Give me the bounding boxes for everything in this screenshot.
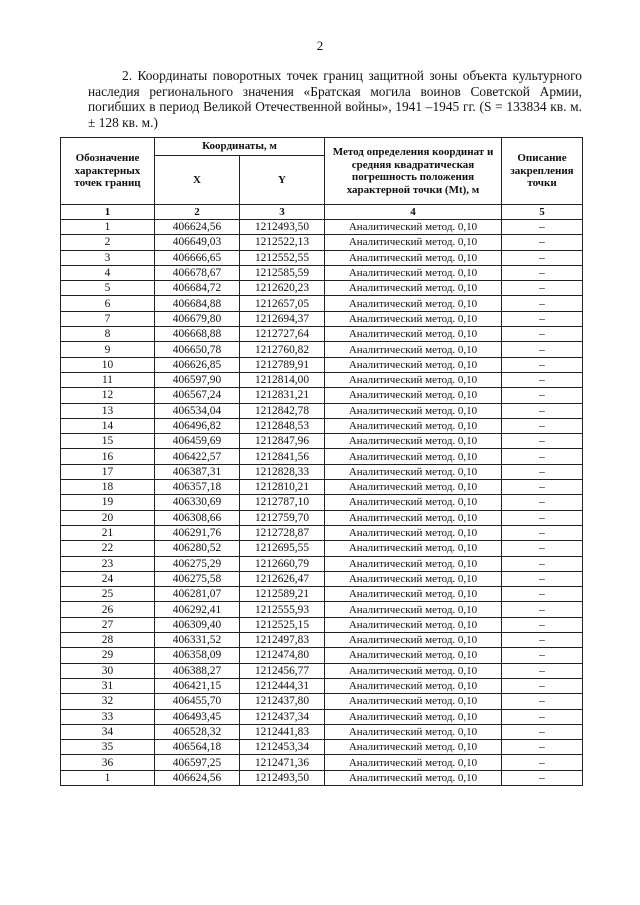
table-row — [61, 770, 583, 785]
table-row — [61, 403, 583, 418]
table-row — [61, 740, 583, 755]
method: Аналитический метод. 0,10 — [325, 663, 502, 678]
column-number: 2 — [155, 205, 240, 220]
description: – — [502, 709, 583, 724]
column-number: 1 — [61, 205, 155, 220]
header-description: Описание закрепления точки — [502, 138, 583, 205]
table-row — [61, 633, 583, 648]
point-designation: 9 — [61, 342, 155, 357]
point-designation: 15 — [61, 434, 155, 449]
point-designation: 28 — [61, 633, 155, 648]
method: Аналитический метод. 0,10 — [325, 296, 502, 311]
point-designation: 4 — [61, 265, 155, 280]
table-row — [61, 250, 583, 265]
table-row — [61, 678, 583, 693]
coord-x: 406358,09 — [155, 648, 240, 663]
method: Аналитический метод. 0,10 — [325, 281, 502, 296]
method: Аналитический метод. 0,10 — [325, 556, 502, 571]
coord-y: 1212620,23 — [240, 281, 325, 296]
method: Аналитический метод. 0,10 — [325, 678, 502, 693]
coord-x: 406421,15 — [155, 678, 240, 693]
coord-x: 406496,82 — [155, 418, 240, 433]
table-row — [61, 724, 583, 739]
description: – — [502, 265, 583, 280]
table-row — [61, 755, 583, 770]
description: – — [502, 449, 583, 464]
point-designation: 20 — [61, 510, 155, 525]
method: Аналитический метод. 0,10 — [325, 388, 502, 403]
coord-y: 1212585,59 — [240, 265, 325, 280]
coord-y: 1212831,21 — [240, 388, 325, 403]
coordinates-table — [60, 137, 583, 786]
description: – — [502, 311, 583, 326]
description: – — [502, 678, 583, 693]
point-designation: 34 — [61, 724, 155, 739]
coord-x: 406626,85 — [155, 357, 240, 372]
description: – — [502, 541, 583, 556]
description: – — [502, 571, 583, 586]
coord-y: 1212552,55 — [240, 250, 325, 265]
table-row — [61, 510, 583, 525]
table-row — [61, 541, 583, 556]
coord-y: 1212695,55 — [240, 541, 325, 556]
description: – — [502, 357, 583, 372]
coord-x: 406564,18 — [155, 740, 240, 755]
description: – — [502, 327, 583, 342]
method: Аналитический метод. 0,10 — [325, 633, 502, 648]
coord-x: 406597,25 — [155, 755, 240, 770]
method: Аналитический метод. 0,10 — [325, 770, 502, 785]
coord-x: 406649,03 — [155, 235, 240, 250]
method: Аналитический метод. 0,10 — [325, 709, 502, 724]
coord-y: 1212471,36 — [240, 755, 325, 770]
column-number: 3 — [240, 205, 325, 220]
description: – — [502, 464, 583, 479]
coord-y: 1212660,79 — [240, 556, 325, 571]
coord-x: 406330,69 — [155, 495, 240, 510]
method: Аналитический метод. 0,10 — [325, 525, 502, 540]
table-row — [61, 495, 583, 510]
method: Аналитический метод. 0,10 — [325, 327, 502, 342]
page-number: 2 — [316, 38, 324, 53]
coord-y: 1212437,34 — [240, 709, 325, 724]
point-designation: 12 — [61, 388, 155, 403]
coord-y: 1212555,93 — [240, 602, 325, 617]
point-designation: 11 — [61, 372, 155, 387]
point-designation: 1 — [61, 220, 155, 235]
description: – — [502, 281, 583, 296]
coord-y: 1212727,64 — [240, 327, 325, 342]
description: – — [502, 510, 583, 525]
header-designation: Обозначение характерных точек границ — [61, 138, 155, 205]
coord-y: 1212728,87 — [240, 525, 325, 540]
coord-x: 406666,65 — [155, 250, 240, 265]
description: – — [502, 587, 583, 602]
point-designation: 33 — [61, 709, 155, 724]
table-row — [61, 327, 583, 342]
coord-y: 1212760,82 — [240, 342, 325, 357]
header-method: Метод определения координат и средняя квадратическая погрешность положения характерной точки (Mt), м — [325, 138, 502, 205]
point-designation: 36 — [61, 755, 155, 770]
section-heading-text: 2. Координаты поворотных точек границ защитной зоны объекта культурного наследия регионального значения «Братская могила воинов Советской Армии, погибших в период Великой Отечественной войны», 1941 –1945 гг. (S = 133834 кв. м. ± 128 кв. м.) — [88, 68, 582, 130]
point-designation: 22 — [61, 541, 155, 556]
coord-x: 406291,76 — [155, 525, 240, 540]
coord-y: 1212657,05 — [240, 296, 325, 311]
description: – — [502, 495, 583, 510]
coord-x: 406684,88 — [155, 296, 240, 311]
coord-x: 406280,52 — [155, 541, 240, 556]
point-designation: 8 — [61, 327, 155, 342]
table-row — [61, 556, 583, 571]
description: – — [502, 480, 583, 495]
table-row — [61, 357, 583, 372]
coord-y: 1212841,56 — [240, 449, 325, 464]
coord-x: 406357,18 — [155, 480, 240, 495]
table-row — [61, 281, 583, 296]
coord-x: 406331,52 — [155, 633, 240, 648]
method: Аналитический метод. 0,10 — [325, 724, 502, 739]
table-row — [61, 296, 583, 311]
description: – — [502, 235, 583, 250]
table-row — [61, 418, 583, 433]
point-designation: 5 — [61, 281, 155, 296]
table-row — [61, 388, 583, 403]
coord-y: 1212842,78 — [240, 403, 325, 418]
table-row — [61, 480, 583, 495]
description: – — [502, 434, 583, 449]
point-designation: 29 — [61, 648, 155, 663]
coord-x: 406455,70 — [155, 694, 240, 709]
coord-y: 1212493,50 — [240, 770, 325, 785]
coord-y: 1212828,33 — [240, 464, 325, 479]
description: – — [502, 372, 583, 387]
table-row — [61, 265, 583, 280]
method: Аналитический метод. 0,10 — [325, 403, 502, 418]
header-y: Y — [240, 156, 325, 205]
header-coordinates: Координаты, м — [155, 138, 325, 156]
coord-x: 406388,27 — [155, 663, 240, 678]
coord-x: 406292,41 — [155, 602, 240, 617]
coord-y: 1212694,37 — [240, 311, 325, 326]
coord-x: 406624,56 — [155, 220, 240, 235]
description: – — [502, 617, 583, 632]
column-number-row — [61, 205, 583, 220]
coord-x: 406534,04 — [155, 403, 240, 418]
method: Аналитический метод. 0,10 — [325, 235, 502, 250]
point-designation: 35 — [61, 740, 155, 755]
table-row — [61, 709, 583, 724]
table-row — [61, 663, 583, 678]
coord-y: 1212814,00 — [240, 372, 325, 387]
coord-y: 1212497,83 — [240, 633, 325, 648]
point-designation: 32 — [61, 694, 155, 709]
table-row — [61, 602, 583, 617]
coord-y: 1212848,53 — [240, 418, 325, 433]
table-row — [61, 648, 583, 663]
coord-x: 406679,80 — [155, 311, 240, 326]
method: Аналитический метод. 0,10 — [325, 740, 502, 755]
description: – — [502, 648, 583, 663]
point-designation: 14 — [61, 418, 155, 433]
coord-y: 1212441,83 — [240, 724, 325, 739]
point-designation: 30 — [61, 663, 155, 678]
description: – — [502, 770, 583, 785]
coord-y: 1212444,31 — [240, 678, 325, 693]
coord-x: 406275,58 — [155, 571, 240, 586]
coord-x: 406528,32 — [155, 724, 240, 739]
column-number: 5 — [502, 205, 583, 220]
coord-x: 406650,78 — [155, 342, 240, 357]
table-row — [61, 525, 583, 540]
coord-x: 406281,07 — [155, 587, 240, 602]
coord-x: 406493,45 — [155, 709, 240, 724]
table-row — [61, 311, 583, 326]
description: – — [502, 342, 583, 357]
description: – — [502, 296, 583, 311]
coord-y: 1212522,13 — [240, 235, 325, 250]
table-row — [61, 372, 583, 387]
point-designation: 27 — [61, 617, 155, 632]
method: Аналитический метод. 0,10 — [325, 495, 502, 510]
coord-x: 406308,66 — [155, 510, 240, 525]
table-row — [61, 342, 583, 357]
description: – — [502, 663, 583, 678]
point-designation: 21 — [61, 525, 155, 540]
method: Аналитический метод. 0,10 — [325, 571, 502, 586]
coord-x: 406624,56 — [155, 770, 240, 785]
table-row — [61, 617, 583, 632]
method: Аналитический метод. 0,10 — [325, 541, 502, 556]
table-row — [61, 694, 583, 709]
column-number: 4 — [325, 205, 502, 220]
coord-y: 1212847,96 — [240, 434, 325, 449]
description: – — [502, 556, 583, 571]
table-row — [61, 571, 583, 586]
coord-y: 1212493,50 — [240, 220, 325, 235]
coord-y: 1212810,21 — [240, 480, 325, 495]
method: Аналитический метод. 0,10 — [325, 372, 502, 387]
coord-y: 1212626,47 — [240, 571, 325, 586]
coord-x: 406684,72 — [155, 281, 240, 296]
coord-y: 1212456,77 — [240, 663, 325, 678]
method: Аналитический метод. 0,10 — [325, 648, 502, 663]
method: Аналитический метод. 0,10 — [325, 587, 502, 602]
point-designation: 31 — [61, 678, 155, 693]
point-designation: 18 — [61, 480, 155, 495]
method: Аналитический метод. 0,10 — [325, 342, 502, 357]
method: Аналитический метод. 0,10 — [325, 510, 502, 525]
coord-x: 406567,24 — [155, 388, 240, 403]
table-row — [61, 449, 583, 464]
point-designation: 25 — [61, 587, 155, 602]
coord-y: 1212437,80 — [240, 694, 325, 709]
description: – — [502, 633, 583, 648]
coord-x: 406459,69 — [155, 434, 240, 449]
method: Аналитический метод. 0,10 — [325, 464, 502, 479]
point-designation: 17 — [61, 464, 155, 479]
description: – — [502, 220, 583, 235]
table-row — [61, 587, 583, 602]
table-row — [61, 220, 583, 235]
method: Аналитический метод. 0,10 — [325, 480, 502, 495]
coord-y: 1212787,10 — [240, 495, 325, 510]
coord-y: 1212453,34 — [240, 740, 325, 755]
table-body — [61, 220, 583, 786]
coord-x: 406275,29 — [155, 556, 240, 571]
method: Аналитический метод. 0,10 — [325, 694, 502, 709]
method: Аналитический метод. 0,10 — [325, 250, 502, 265]
coord-y: 1212589,21 — [240, 587, 325, 602]
point-designation: 1 — [61, 770, 155, 785]
method: Аналитический метод. 0,10 — [325, 755, 502, 770]
coord-x: 406309,40 — [155, 617, 240, 632]
point-designation: 19 — [61, 495, 155, 510]
method: Аналитический метод. 0,10 — [325, 265, 502, 280]
point-designation: 23 — [61, 556, 155, 571]
description: – — [502, 724, 583, 739]
point-designation: 24 — [61, 571, 155, 586]
coord-x: 406597,90 — [155, 372, 240, 387]
point-designation: 26 — [61, 602, 155, 617]
description: – — [502, 740, 583, 755]
description: – — [502, 525, 583, 540]
coord-x: 406387,31 — [155, 464, 240, 479]
method: Аналитический метод. 0,10 — [325, 434, 502, 449]
description: – — [502, 418, 583, 433]
coord-y: 1212525,15 — [240, 617, 325, 632]
coord-y: 1212789,91 — [240, 357, 325, 372]
table-row — [61, 434, 583, 449]
method: Аналитический метод. 0,10 — [325, 357, 502, 372]
description: – — [502, 250, 583, 265]
method: Аналитический метод. 0,10 — [325, 602, 502, 617]
point-designation: 10 — [61, 357, 155, 372]
coord-y: 1212474,80 — [240, 648, 325, 663]
table-row — [61, 235, 583, 250]
coord-x: 406422,57 — [155, 449, 240, 464]
description: – — [502, 602, 583, 617]
description: – — [502, 755, 583, 770]
point-designation: 7 — [61, 311, 155, 326]
method: Аналитический метод. 0,10 — [325, 617, 502, 632]
coord-x: 406668,88 — [155, 327, 240, 342]
description: – — [502, 694, 583, 709]
method: Аналитический метод. 0,10 — [325, 220, 502, 235]
header-x: X — [155, 156, 240, 205]
description: – — [502, 388, 583, 403]
method: Аналитический метод. 0,10 — [325, 449, 502, 464]
method: Аналитический метод. 0,10 — [325, 311, 502, 326]
coord-y: 1212759,70 — [240, 510, 325, 525]
section-heading — [88, 68, 582, 130]
description: – — [502, 403, 583, 418]
point-designation: 2 — [61, 235, 155, 250]
table-row — [61, 464, 583, 479]
point-designation: 13 — [61, 403, 155, 418]
point-designation: 3 — [61, 250, 155, 265]
point-designation: 6 — [61, 296, 155, 311]
method: Аналитический метод. 0,10 — [325, 418, 502, 433]
coord-x: 406678,67 — [155, 265, 240, 280]
point-designation: 16 — [61, 449, 155, 464]
